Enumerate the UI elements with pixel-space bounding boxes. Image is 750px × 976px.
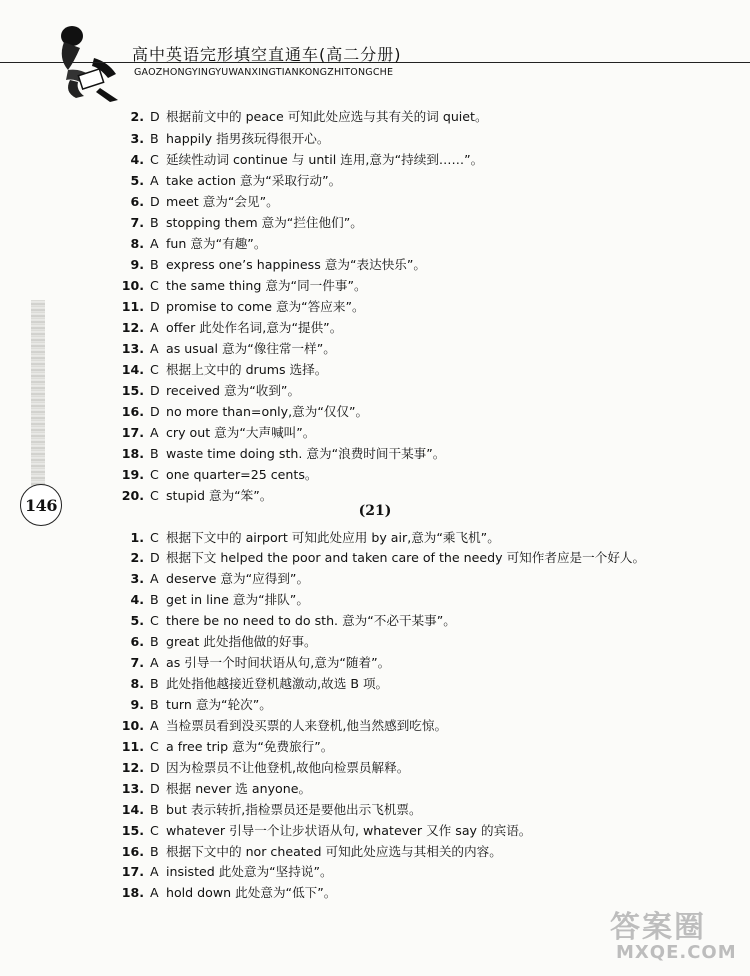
answer-line: 16. B 根据下文中的 nor cheated 可知此处应选与其相关的内容。: [121, 844, 502, 859]
answer-line: 3. B happily 指男孩玩得很开心。: [130, 131, 330, 146]
answer-line: 10. A 当检票员看到没买票的人来登机,他当然感到吃惊。: [121, 718, 448, 733]
answer-line: 14. C 根据上文中的 drums 选择。: [121, 362, 328, 377]
answer-line: 3. A deserve 意为“应得到”。: [130, 571, 310, 586]
answer-line: 18. A hold down 此处意为“低下”。: [121, 885, 337, 900]
answer-line: 4. C 延续性动词 continue 与 until 连用,意为“持续到……”。: [130, 152, 484, 167]
answer-line: 11. C a free trip 意为“免费旅行”。: [121, 739, 334, 754]
answer-line: 16. D no more than=only,意为“仅仅”。: [121, 404, 369, 419]
section-title: (21): [358, 503, 392, 519]
answer-line: 5. A take action 意为“采取行动”。: [130, 173, 342, 188]
answer-line: 5. C there be no need to do sth. 意为“不必干某事”。: [130, 613, 456, 628]
answer-line: 17. A cry out 意为“大声喊叫”。: [121, 425, 316, 440]
answer-line: 9. B express one’s happiness 意为“表达快乐”。: [130, 257, 426, 272]
book-title: 高中英语完形填空直通车(高二分册): [132, 45, 402, 64]
page-header: [0, 0, 750, 108]
answer-line: 18. B waste time doing sth. 意为“浪费时间干某事”。: [121, 446, 446, 461]
answer-line: 20. C stupid 意为“笨”。: [121, 488, 273, 503]
answer-line: 19. C one quarter=25 cents。: [121, 467, 318, 482]
answer-line: 2. D 根据下文 helped the poor and taken care of the needy 可知作者应是一个好人。: [130, 550, 646, 565]
answer-line: 17. A insisted 此处意为“坚持说”。: [121, 864, 333, 879]
answer-line: 12. D 因为检票员不让他登机,故他向检票员解释。: [121, 760, 410, 775]
answer-line: 15. C whatever 引导一个让步状语从句, whatever 又作 say 的宾语。: [121, 823, 532, 838]
answer-line: 2. D 根据前文中的 peace 可知此处应选与其有关的词 quiet。: [130, 109, 488, 124]
answer-line: 12. A offer 此处作名词,意为“提供”。: [121, 320, 343, 335]
book-title-pinyin: GAOZHONGYINGYUWANXINGTIANKONGZHITONGCHE: [134, 67, 394, 78]
binding-edge: [31, 300, 45, 496]
watermark-logo: 答案圈 MXQE.COM: [610, 910, 737, 963]
answer-line: 7. B stopping them 意为“拦住他们”。: [130, 215, 363, 230]
page-number: 146: [20, 484, 62, 526]
answer-line: 14. B but 表示转折,指检票员还是要他出示飞机票。: [121, 802, 422, 817]
reading-figure-icon: [50, 18, 128, 104]
answer-line: 1. C 根据下文中的 airport 可知此处应用 by air,意为“乘飞机”。: [130, 530, 500, 545]
answer-line: 15. D received 意为“收到”。: [121, 383, 301, 398]
answer-line: 8. A fun 意为“有趣”。: [130, 236, 267, 251]
answer-line: 6. D meet 意为“会见”。: [130, 194, 279, 209]
answer-line: 10. C the same thing 意为“同一件事”。: [121, 278, 367, 293]
answer-line: 4. B get in line 意为“排队”。: [130, 592, 309, 607]
answer-line: 13. A as usual 意为“像往常一样”。: [121, 341, 336, 356]
answer-line: 9. B turn 意为“轮次”。: [130, 697, 272, 712]
answer-line: 11. D promise to come 意为“答应来”。: [121, 299, 365, 314]
answer-line: 7. A as 引导一个时间状语从句,意为“随着”。: [130, 655, 391, 670]
answer-line: 8. B 此处指他越接近登机越激动,故选 B 项。: [130, 676, 389, 691]
answer-line: 6. B great 此处指他做的好事。: [130, 634, 317, 649]
answer-line: 13. D 根据 never 选 anyone。: [121, 781, 312, 796]
